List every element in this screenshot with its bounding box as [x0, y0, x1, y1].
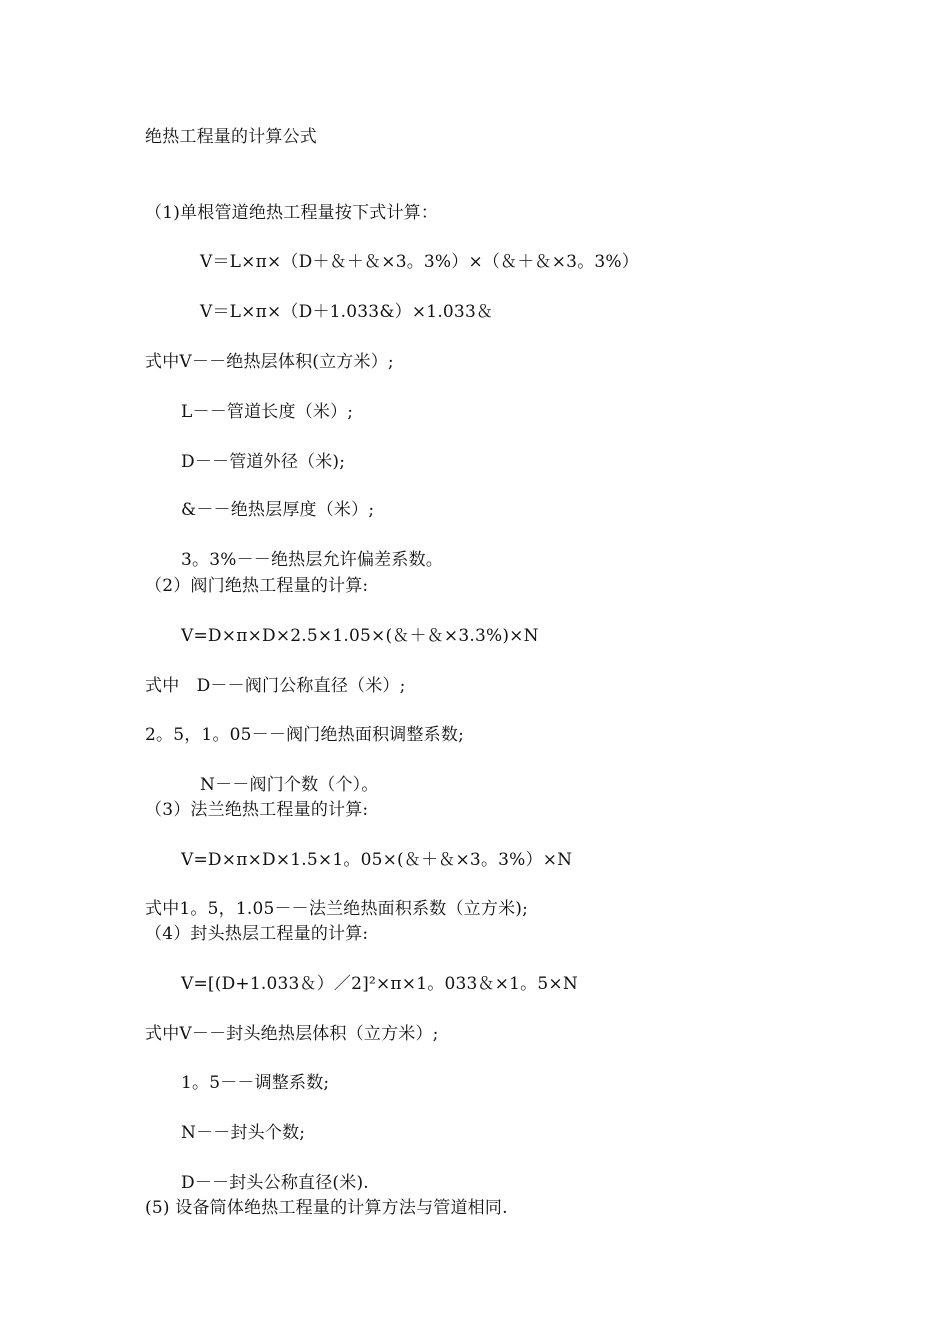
definition-line: 式中1。5，1.05－－法兰绝热面积系数（立方米);: [145, 899, 529, 919]
formula-3: V=D×π×D×1.5×1。05×(＆＋＆×3。3%）×N: [181, 850, 573, 870]
definition-line: 3。3%－－绝热层允许偏差系数。: [181, 550, 443, 570]
definition-line: L－－管道长度（米）;: [181, 402, 354, 422]
definition-line: &－－绝热层厚度（米）;: [181, 500, 375, 520]
definition-line: D－－封头公称直径(米).: [181, 1173, 369, 1193]
definition-line: N－－封头个数;: [181, 1123, 306, 1143]
definition-line: 2。5，1。05－－阀门绝热面积调整系数;: [145, 725, 465, 745]
section-2-heading: （2）阀门绝热工程量的计算:: [145, 576, 369, 596]
definition-line: 式中V－－封头绝热层体积（立方米）;: [145, 1024, 439, 1044]
formula-4: V=[(D+1.033＆）／2]²×π×1。033＆×1。5×N: [181, 974, 578, 994]
formula-1a: V＝L×π×（D＋＆＋＆×3。3%）×（＆＋＆×3。3%）: [200, 252, 639, 272]
section-1-heading: （1)单根管道绝热工程量按下式计算：: [145, 203, 439, 223]
definition-line: N－－阀门个数（个）。: [200, 775, 379, 795]
formula-2: V=D×π×D×2.5×1.05×(＆＋＆×3.3%)×N: [181, 626, 539, 646]
section-3-heading: （3）法兰绝热工程量的计算:: [145, 800, 369, 820]
formula-1b: V＝L×π×（D＋1.033&）×1.033＆: [200, 302, 494, 322]
definition-line: D－－管道外径（米);: [181, 452, 346, 472]
definition-line: 式中V－－绝热层体积(立方米）;: [145, 352, 394, 372]
definition-line: 1。5－－调整系数;: [181, 1073, 330, 1093]
document-title: 绝热工程量的计算公式: [145, 127, 317, 147]
section-5-heading: (5) 设备筒体绝热工程量的计算方法与管道相同.: [145, 1198, 508, 1218]
section-4-heading: （4）封头热层工程量的计算:: [145, 924, 369, 944]
definition-line: 式中 D－－阀门公称直径（米）;: [145, 676, 406, 696]
